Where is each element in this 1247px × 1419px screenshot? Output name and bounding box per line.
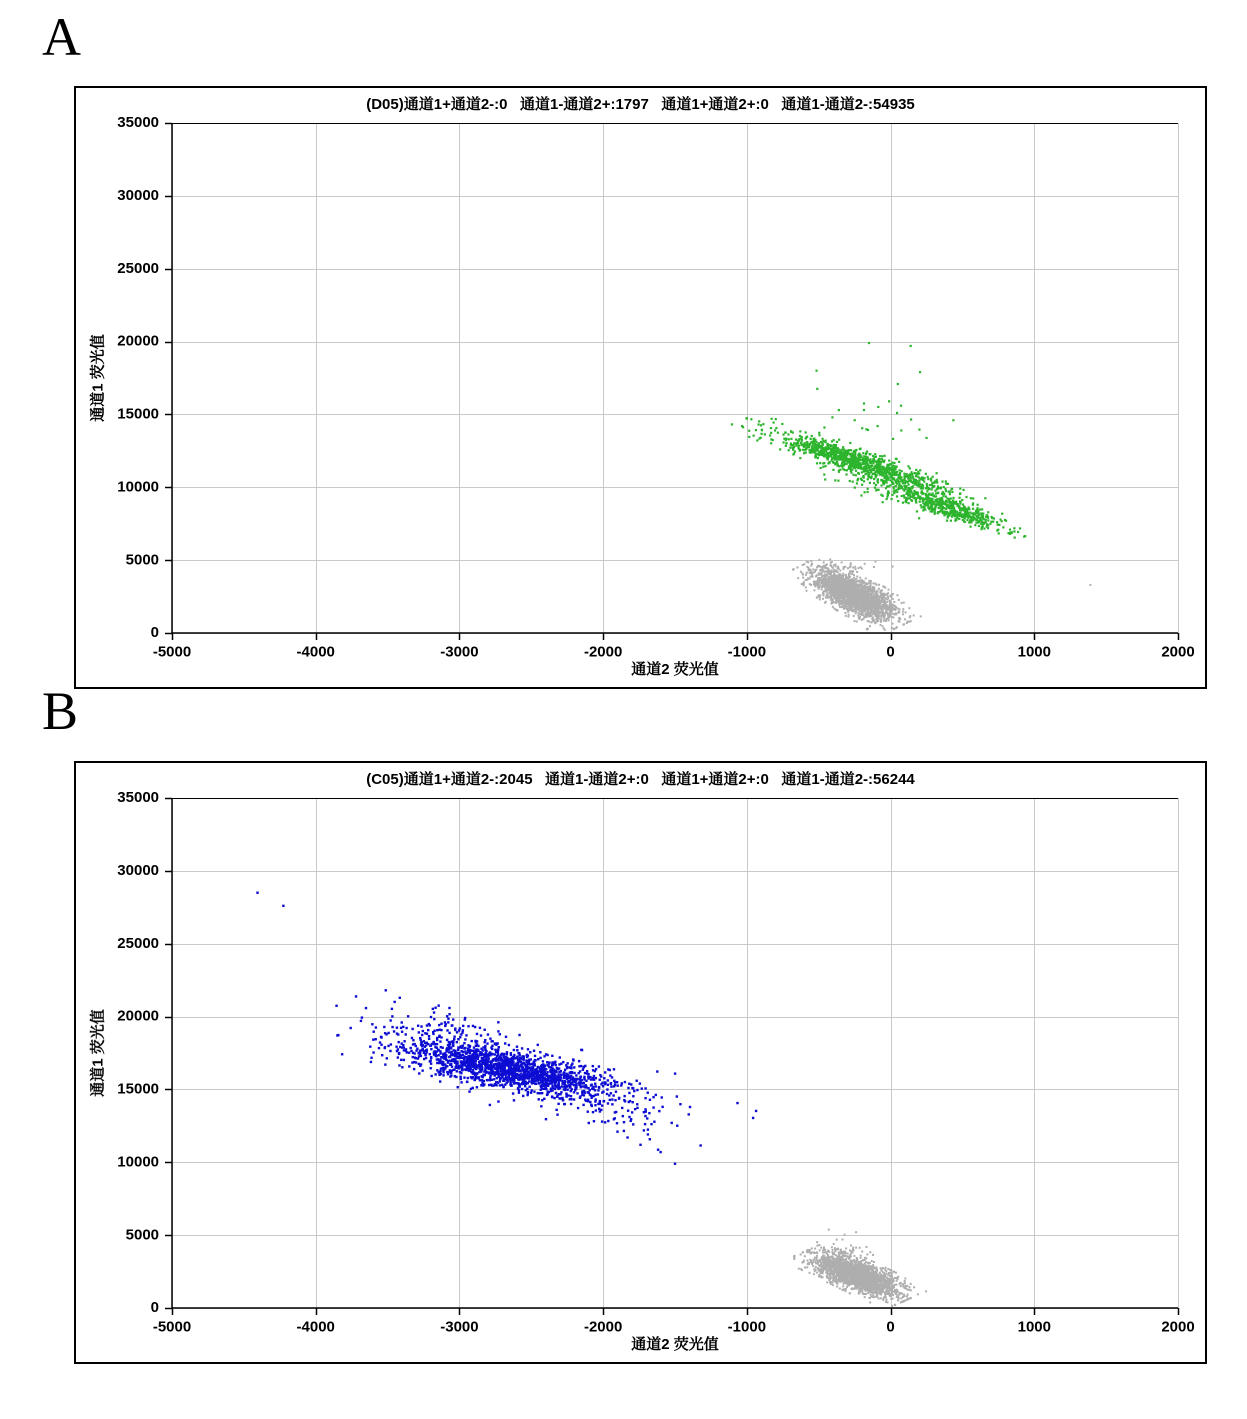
- panel-letter-a: A: [42, 7, 81, 67]
- chart-title-b: (C05)通道1+通道2-:2045 通道1-通道2+:0 通道1+通道2+:0 通道1-通道2-:56244: [366, 771, 915, 788]
- scatter-plot-canvas-b: [76, 763, 1209, 1366]
- figure-panel-a: [74, 86, 1207, 689]
- panel-letter-b: B: [42, 681, 79, 741]
- scatter-plot-canvas-a: [76, 88, 1209, 691]
- figure-panel-b: [74, 761, 1207, 1364]
- x-axis-label-a: 通道2 荧光值: [631, 661, 719, 678]
- x-axis-label-b: 通道2 荧光值: [631, 1336, 719, 1353]
- y-axis-label-b: 通道1 荧光值: [89, 1009, 107, 1097]
- chart-title-a: (D05)通道1+通道2-:0 通道1-通道2+:1797 通道1+通道2+:0 通道1-通道2-:54935: [366, 96, 915, 113]
- y-axis-label-a: 通道1 荧光值: [89, 334, 107, 422]
